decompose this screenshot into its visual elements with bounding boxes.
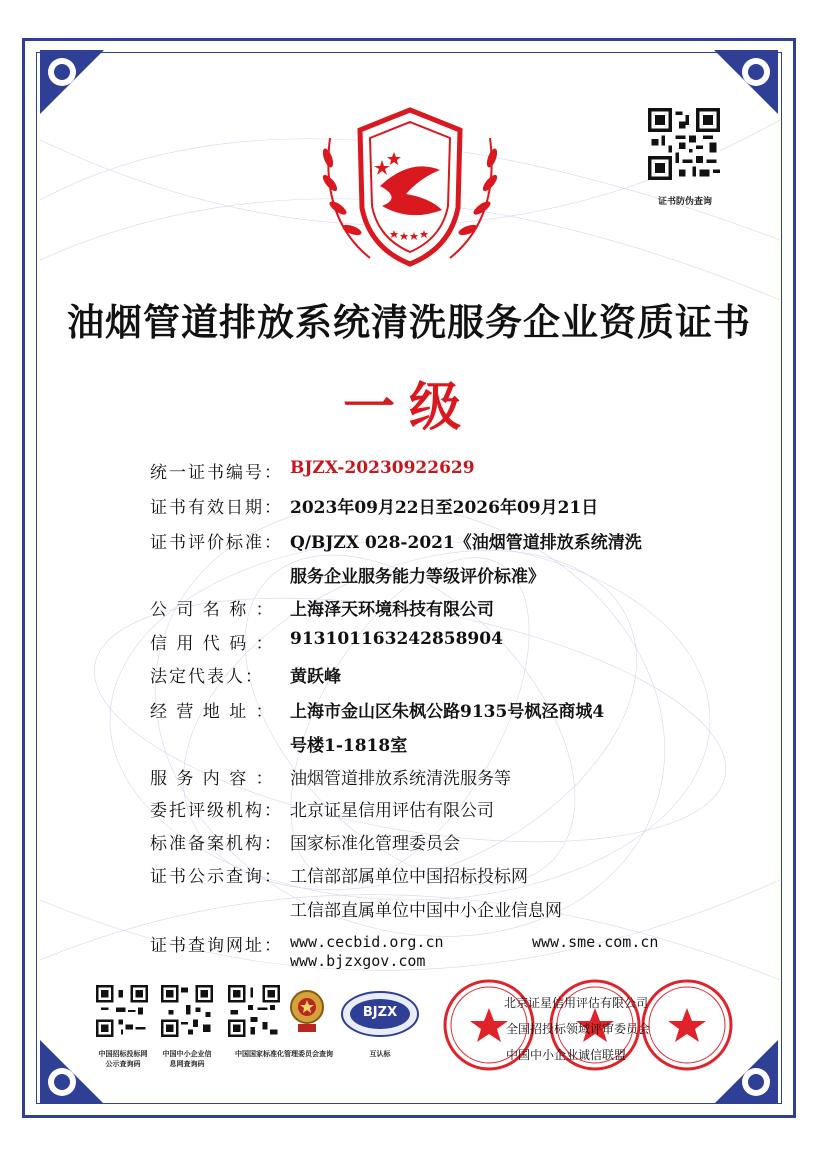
emblem-shield-icon bbox=[310, 98, 510, 276]
field-label: 证书有效日期： bbox=[150, 498, 283, 518]
issuer-line-2: 全国招投标领域评审委员会 bbox=[506, 1022, 651, 1036]
field-value: 2023年09月22日至2026年09月21日 bbox=[290, 498, 599, 518]
qr-caption: 证书防伪查询 bbox=[657, 197, 712, 207]
issuer-line-3: 中国中小企业诚信联盟 bbox=[506, 1048, 627, 1062]
field-value: 上海市金山区朱枫公路9135号枫泾商城4 bbox=[290, 702, 605, 722]
national-emblem-icon bbox=[288, 988, 326, 1034]
field-label: 标准备案机构： bbox=[150, 834, 283, 854]
field-value: 91310116324285890​4 bbox=[290, 629, 503, 649]
field-value: 黄跃峰 bbox=[290, 667, 341, 687]
corner-ornament-top-left bbox=[36, 46, 108, 118]
field-value: 工信部部属单位中国招标投标网 bbox=[290, 867, 528, 887]
bjzx-badge-text: BJZX bbox=[362, 1005, 398, 1020]
field-label: 经 营 地 址 ： bbox=[150, 702, 275, 722]
field-value: 北京证星信用评估有限公司 bbox=[290, 801, 494, 821]
qr-caption: 中国国家标准化管理委员会查询 bbox=[235, 1050, 333, 1058]
field-value: Q/BJZX 028-2021《油烟管道排放系统清洗 bbox=[290, 533, 642, 553]
field-value: 油烟管道排放系统清洗服务等 bbox=[290, 769, 511, 789]
field-value: 国家标准化管理委员会 bbox=[290, 834, 460, 854]
field-value-cont: 服务企业服务能力等级评价标准》 bbox=[290, 567, 545, 587]
qr-caption: 中国中小企业信 息网查询码 bbox=[162, 1050, 212, 1068]
red-seal-stamp bbox=[640, 978, 734, 1072]
field-label: 委托评级机构： bbox=[150, 801, 283, 821]
field-label: 法定代表人： bbox=[150, 667, 264, 687]
bidding-qr-code bbox=[96, 985, 148, 1037]
corner-ornament-bottom-left bbox=[36, 1036, 108, 1108]
field-label: 统一证书编号： bbox=[150, 463, 283, 483]
field-value: 上海泽天环境科技有限公司 bbox=[290, 600, 494, 620]
field-label: 信 用 代 码 ： bbox=[150, 634, 275, 654]
field-label: 证书评价标准： bbox=[150, 533, 283, 553]
field-label: 公 司 名 称 ： bbox=[150, 600, 275, 620]
corner-ornament-top-right bbox=[710, 46, 782, 118]
anti-counterfeit-qr-code bbox=[648, 108, 720, 180]
field-label: 证书公示查询： bbox=[150, 867, 283, 887]
badge-caption: 互认标 bbox=[369, 1050, 391, 1058]
query-url-link[interactable]: www.sme.com.cn bbox=[532, 933, 659, 951]
sme-qr-code bbox=[161, 985, 213, 1037]
qr-caption: 中国招标投标网 公示查询码 bbox=[98, 1050, 148, 1068]
field-value: BJZX-20230922629 bbox=[290, 458, 475, 478]
standards-qr-code bbox=[228, 985, 280, 1037]
field-label: 证书查询网址： bbox=[150, 936, 283, 956]
certificate-title: 油烟管道排放系统清洗服务企业资质证书 bbox=[67, 300, 751, 344]
field-value-cont: 号楼1-1818室 bbox=[290, 736, 408, 756]
field-value-cont: 工信部直属单位中国中小企业信息网 bbox=[290, 901, 562, 921]
issuer-line-1: 北京证星信用评估有限公司 bbox=[504, 996, 649, 1010]
certificate-grade: 一级 bbox=[342, 377, 475, 438]
field-label: 服 务 内 容 ： bbox=[150, 769, 275, 789]
query-url-link[interactable]: www.cecbid.org.cn bbox=[290, 933, 444, 951]
query-url-link[interactable]: www.bjzxgov.com bbox=[290, 952, 426, 970]
